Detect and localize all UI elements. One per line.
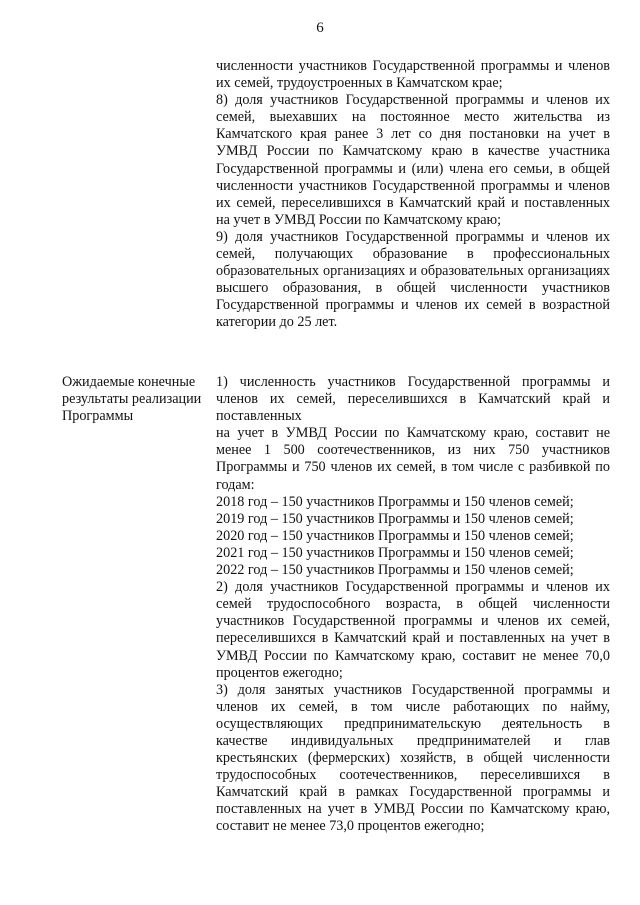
year-line-2021: 2021 год – 150 участников Программы и 150 членов семей; — [216, 544, 574, 561]
year-line-2019: 2019 год – 150 участников Программы и 150 членов семей; — [216, 510, 574, 527]
continuation-paragraph: численности участников Государственной программы и членов их семей, трудоустроенных в Камчатском крае; — [216, 58, 610, 92]
result-1-continuation: на учет в УМВД России по Камчатскому краю, составит не менее 1 500 соотечественников, из них 750 участников Программы и 750 членов их семей, в том числе с разбивкой по годам: — [216, 425, 610, 493]
indicator-8-paragraph: 8) доля участников Государственной программы и членов их семей, выехавших на постоянное место жительства из Камчатского края ранее 3 лет со дня постановки на учет в УМВД России по Камчатскому краю в качестве участника Государственной программы и (или) члена его семьи, в общей численности участников Государственной программы и членов их семей, переселившихся в Камчатский край и поставленных на учет в УМВД России по Камчатскому краю; — [216, 92, 610, 228]
year-line-2018: 2018 год – 150 участников Программы и 150 членов семей; — [216, 493, 574, 510]
expected-results-label — [62, 374, 212, 425]
label-line: Ожидаемые конечные — [62, 374, 196, 390]
label-line: результаты реализации — [62, 391, 202, 408]
label-line: Программы — [62, 408, 134, 425]
result-1-paragraph: 1) численность участников Государственной программы и членов их семей, переселившихся в Камчатский край и поставленных — [216, 374, 610, 425]
year-line-2022: 2022 год – 150 участников Программы и 150 членов семей; — [216, 562, 574, 579]
result-2-paragraph: 2) доля участников Государственной программы и членов их семей трудоспособного возраста, в общей численности участников Государственной программы и членов их семей, переселившихся в Камчатский край и поставленных на учет в УМВД России по Камчатскому краю, составит не менее 70,0 процентов ежегодно; — [216, 579, 610, 681]
continuation-text-block — [216, 58, 610, 332]
result-3-paragraph: 3) доля занятых участников Государственной программы и членов их семей, в том числе работающих по найму, осуществляющих предпринимательскую деятельность в качестве индивидуальных предпринимателей и глав крестьянских (фермерских) хозяйств, в общей численности трудоспособных соотечественников, переселившихся в Камчатский край в рамках Государственной программы и поставленных на учет в УМВД России по Камчатскому краю, составит не менее 73,0 процентов ежегодно; — [216, 681, 610, 835]
indicator-9-paragraph: 9) доля участников Государственной программы и членов их семей, получающих образование в профессиональных образовательных организациях и образовательных организациях высшего образования, в общей численности участников Государственной программы и членов их семей в возрастной категории до 25 лет. — [216, 228, 610, 331]
expected-results-text-block — [216, 374, 610, 836]
year-line-2020: 2020 год – 150 участников Программы и 150 членов семей; — [216, 527, 574, 544]
page-number: 6 — [316, 20, 324, 36]
